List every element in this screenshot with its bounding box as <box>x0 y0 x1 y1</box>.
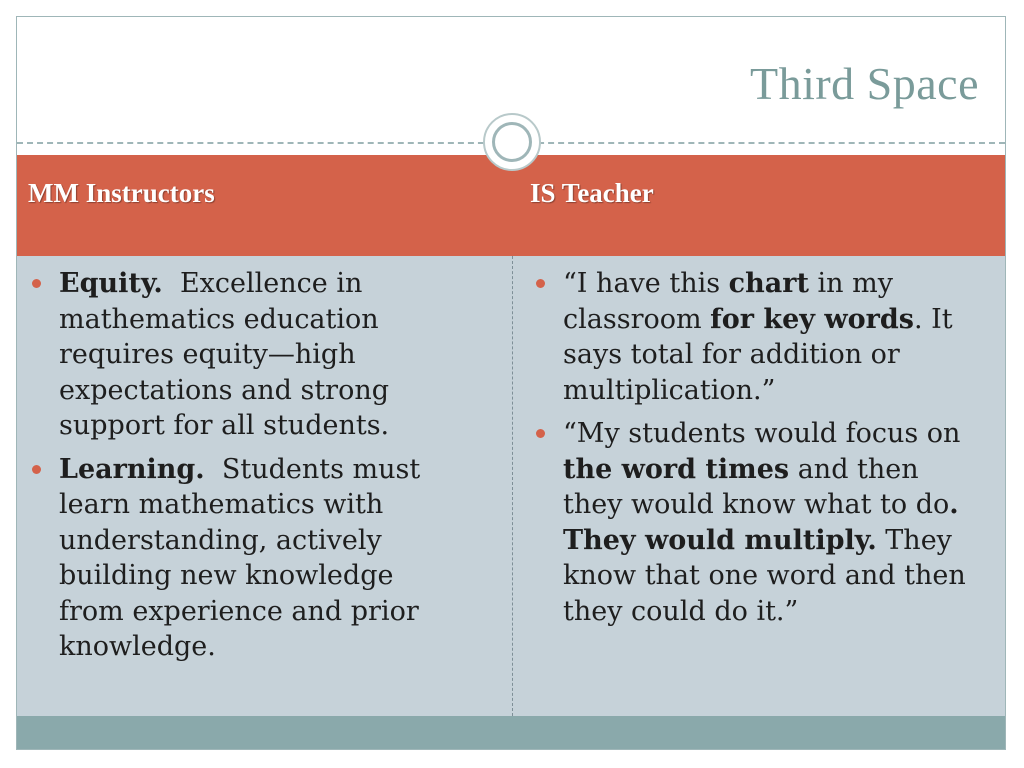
quote-part: . It says total for addition or multiplication.” <box>563 303 962 406</box>
quote-part: They know that one word and then they could do it.” <box>563 524 975 627</box>
column-header-mm-instructors: MM Instructors <box>28 178 215 208</box>
quote-bold: the word times <box>563 453 790 485</box>
bullet-lead: Equity. <box>59 268 163 299</box>
quote-bold: . They would multiply. <box>563 489 978 556</box>
bullet-icon <box>32 465 41 474</box>
column-header-is-teacher: IS Teacher <box>530 178 654 208</box>
list-item-equity <box>32 266 462 444</box>
bullet-text: Excellence in mathematics education requires equity—high expectations and strong support for all students. <box>59 268 398 441</box>
bullet-lead: Learning. <box>59 453 205 485</box>
list-item-quote-times <box>536 416 978 629</box>
list-item-quote-chart <box>536 266 966 408</box>
list-item-learning <box>32 452 462 665</box>
circle-ornament-inner <box>492 122 532 162</box>
column-body-is-teacher <box>536 266 978 637</box>
footer-band <box>17 716 1005 749</box>
quote-part: in my classroom <box>563 268 902 335</box>
circle-ornament-icon <box>483 113 541 171</box>
bullet-icon <box>536 429 545 438</box>
bullet-icon <box>536 279 545 288</box>
column-divider <box>512 256 513 716</box>
column-body-mm-instructors <box>32 266 462 673</box>
quote-part: “I have this <box>563 268 729 299</box>
bullet-icon <box>32 279 41 288</box>
quote-bold: for key words <box>710 303 914 335</box>
bullet-text: Students must learn mathematics with understanding, actively building new knowledge from experience and prior knowledge. <box>59 453 429 662</box>
quote-part: “My students would focus on <box>563 418 970 449</box>
quote-part: and then they would know what to do <box>563 453 950 520</box>
slide-title: Third Space <box>749 58 979 109</box>
quote-bold: chart <box>728 268 809 299</box>
